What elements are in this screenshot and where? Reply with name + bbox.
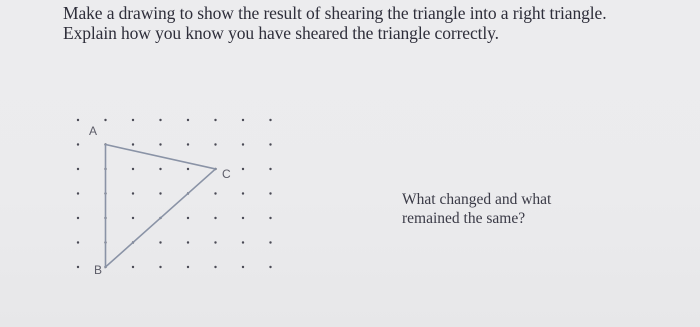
grid-dot [132,217,134,219]
grid-dot [132,119,134,121]
grid-dot [242,119,244,121]
grid-dot [159,143,161,145]
grid-dot [159,192,161,194]
grid-dot [269,143,271,145]
grid-dot [187,266,189,268]
grid-dot [242,266,244,268]
grid-dot [77,192,79,194]
grid-dot [214,266,216,268]
grid-dot [187,119,189,121]
question-line-2: remained the same? [402,210,526,227]
grid-dot [269,192,271,194]
grid-dot [242,168,244,170]
grid-dot [269,241,271,243]
grid-dot [242,241,244,243]
grid-dot [242,217,244,219]
grid-dot [159,266,161,268]
grid-dot [77,168,79,170]
prompt-line-2: Explain how you know you have sheared the triangle correctly. [63,23,499,43]
grid-dot [269,168,271,170]
grid-dot [214,143,216,145]
grid-dot [132,192,134,194]
grid-dot [77,241,79,243]
grid-dot [159,119,161,121]
question-line-1: What changed and what [402,191,552,208]
grid-dot [132,266,134,268]
grid-dot [159,168,161,170]
grid-dot [77,266,79,268]
grid-dot [214,119,216,121]
grid-dot [242,192,244,194]
vertex-label-a: A [89,124,98,138]
grid-dot [132,168,134,170]
prompt-line-1: Make a drawing to show the result of shearing the triangle into a right triangle. [63,3,607,23]
grid-dot [269,217,271,219]
vertex-label-b: B [94,263,103,277]
reflection-question [402,190,652,228]
grid-dot [77,217,79,219]
grid-dot [187,241,189,243]
triangle-abc [106,145,216,268]
grid-dot [132,143,134,145]
grid-dot [242,143,244,145]
vertex-label-c: C [222,167,231,181]
grid-dot [214,241,216,243]
grid-dot [214,217,216,219]
grid-dot [104,119,106,121]
grid-dot [187,217,189,219]
grid-dot [269,266,271,268]
grid-dot [77,119,79,121]
grid-dot [77,143,79,145]
grid-dot [214,192,216,194]
grid-dot [159,241,161,243]
grid-dot [269,119,271,121]
grid-dot [187,143,189,145]
grid-dot [187,168,189,170]
